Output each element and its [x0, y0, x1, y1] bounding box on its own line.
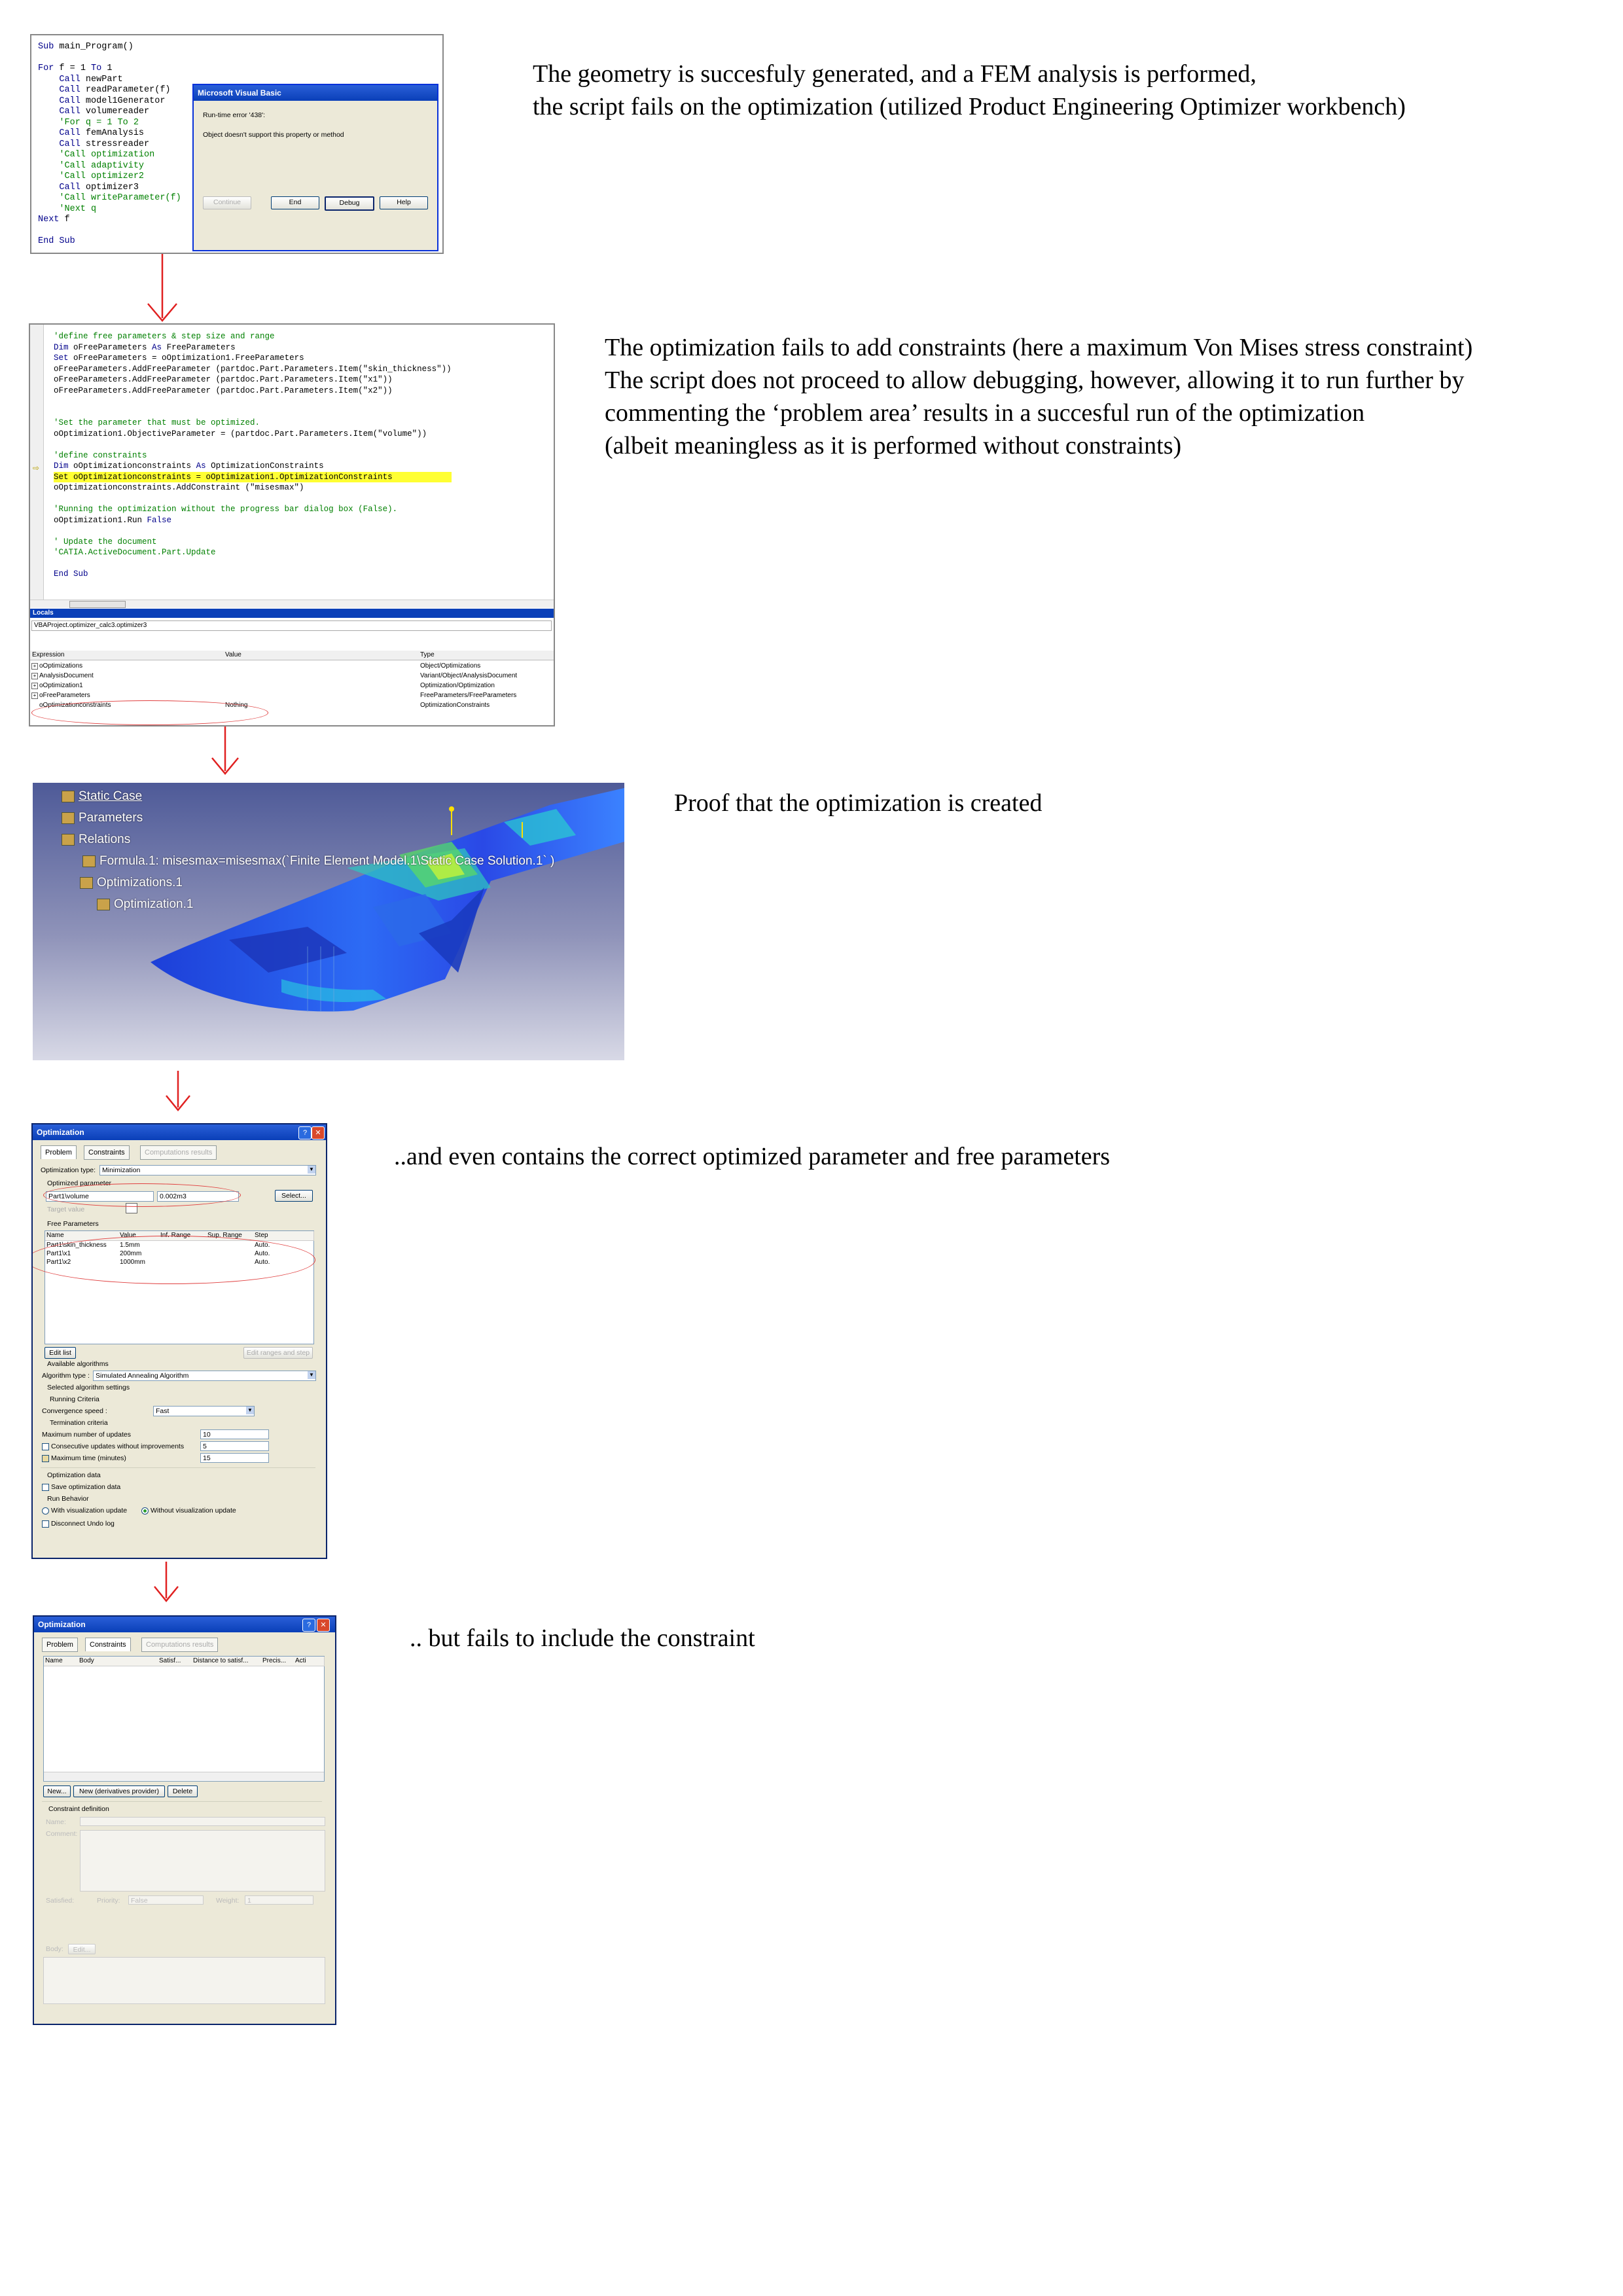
code-line: oFreeParameters.AddFreeParameter (partdoc.Part.Parameters.Item("x2")) [54, 386, 393, 395]
without-vis-option[interactable] [141, 1507, 236, 1515]
close-icon[interactable]: ✕ [317, 1619, 330, 1632]
weight-label: Weight: [216, 1897, 240, 1905]
code-line [54, 493, 452, 505]
code-line [38, 236, 181, 247]
constraint-def-label: Constraint definition [48, 1805, 109, 1813]
c-header-satisfied[interactable]: Satisf... [158, 1657, 192, 1666]
code-line [54, 407, 452, 418]
body-edit-button[interactable]: Edit... [68, 1944, 96, 1954]
c-header-name[interactable]: Name [44, 1657, 79, 1666]
optimized-param-label: Optimized parameter [47, 1179, 112, 1187]
help-button[interactable]: Help [380, 196, 428, 209]
table-cell: Auto. [255, 1250, 270, 1257]
screenshot-vba-main [30, 34, 444, 254]
locals-header-expression: Expression [32, 651, 65, 658]
code-keyword: Next [38, 215, 60, 224]
edit-ranges-button[interactable]: Edit ranges and step [243, 1347, 313, 1359]
locals-expression: oFreeParameters [39, 692, 90, 699]
optimized-param-field[interactable]: Part1\volume [46, 1191, 154, 1202]
caption-debug-note: The script does not proceed to allow debugging, however, allowing it to run further by [605, 367, 1465, 394]
tree-link-static-case: Static Case [79, 789, 143, 803]
code-line: Call newPart [59, 74, 123, 84]
error-message: Object doesn't support this property or method [203, 131, 344, 139]
locals-expression: AnalysisDocument [39, 672, 94, 679]
tree-node-icon [62, 791, 75, 802]
code-keyword: Call [59, 139, 80, 149]
disconnect-option[interactable] [42, 1520, 115, 1528]
caption-comment-note: commenting the ‘problem area’ results in a succesful run of the optimization [605, 399, 1365, 427]
select-button[interactable]: Select... [275, 1190, 313, 1202]
c-header-body[interactable]: Body [78, 1657, 158, 1666]
code-line: oFreeParameters.AddFreeParameter (partdoc.Part.Parameters.Item("x1")) [54, 375, 393, 384]
opt-type-select[interactable]: Minimization [99, 1165, 316, 1175]
locals-row[interactable] [30, 661, 554, 671]
code-main-program [38, 42, 181, 247]
locals-context: VBAProject.optimizer_calc3.optimizer3 [31, 620, 552, 631]
help-icon[interactable]: ? [302, 1619, 315, 1632]
code-line: oOptimizationconstraints.AddConstraint ("misesmax") [54, 483, 304, 492]
caption-fem-success: The geometry is succesfuly generated, and a FEM analysis is performed, [533, 60, 1257, 88]
table-cell: Part1\x2 [46, 1259, 71, 1266]
tree-node-label: Optimizations.1 [97, 876, 183, 889]
max-time-field[interactable]: 15 [200, 1453, 269, 1463]
table-cell: 200mm [120, 1250, 142, 1257]
max-time-checkbox[interactable] [42, 1455, 49, 1462]
fp-header-inf-range[interactable]: Inf. Range [159, 1231, 207, 1241]
code-keyword: For [38, 63, 54, 73]
table-cell: Auto. [255, 1259, 270, 1266]
chevron-down-icon[interactable]: ▼ [308, 1371, 315, 1379]
c-header-active[interactable]: Acti [294, 1657, 325, 1666]
dialog-title: Optimization [33, 1124, 326, 1140]
execution-pointer-icon: ⇨ [33, 463, 40, 473]
code-comment: 'For q = 1 To 2 [59, 117, 139, 128]
tree-node-icon [82, 855, 96, 867]
selected-algo-settings-label: Selected algorithm settings [47, 1384, 130, 1391]
end-button[interactable]: End [271, 196, 319, 209]
code-line: Call optimizer3 [59, 182, 139, 192]
algo-type-select[interactable]: Simulated Annealing Algorithm [93, 1371, 316, 1381]
chevron-down-icon[interactable]: ▼ [246, 1407, 254, 1414]
caption-optimization-fails: the script fails on the optimization (utilized Product Engineering Optimizer workbench) [533, 93, 1406, 120]
optimization-dialog-constraints [33, 1615, 336, 2025]
code-comment: 'CATIA.ActiveDocument.Part.Update [54, 548, 216, 557]
tree-node[interactable] [62, 833, 130, 847]
code-keyword: Call [59, 107, 80, 117]
priority-select[interactable]: False [128, 1895, 204, 1905]
continue-button[interactable]: Continue [203, 196, 251, 209]
tree-node[interactable] [82, 854, 554, 869]
expand-icon[interactable]: + [31, 683, 38, 689]
code-comment: ' Update the document [54, 537, 157, 547]
expand-icon[interactable]: + [31, 692, 38, 699]
code-comment: 'Call writeParameter(f) [59, 193, 181, 203]
code-comment: 'define free parameters & step size and range [54, 332, 275, 341]
close-icon[interactable]: ✕ [312, 1126, 325, 1139]
code-line: Next f [38, 215, 70, 224]
max-time-label: Maximum time (minutes) [51, 1454, 126, 1462]
code-line [54, 439, 452, 450]
locals-expression: oOptimizations [39, 662, 83, 670]
tree-node-icon [97, 899, 110, 910]
opt-type-label: Optimization type: [41, 1166, 96, 1174]
scrollbar-thumb[interactable] [69, 601, 126, 608]
code-keyword: Call [59, 128, 80, 138]
code-comment: 'define constraints [54, 450, 147, 460]
code-keyword: As [196, 461, 206, 471]
delete-button[interactable]: Delete [168, 1785, 198, 1797]
name-label: Name: [46, 1818, 66, 1826]
target-value-label: Target value [47, 1206, 85, 1213]
without-vis-label: Without visualization update [151, 1507, 236, 1515]
locals-expression: oOptimizationconstraints [39, 702, 111, 709]
caption-fails-constraint: .. but fails to include the constraint [410, 1624, 755, 1652]
constraints-scrollbar[interactable] [44, 1772, 324, 1780]
tree-node-label: Optimization.1 [114, 897, 194, 911]
caption-correct-params: ..and even contains the correct optimized parameter and free parameters [394, 1143, 1111, 1170]
code-line [38, 53, 181, 64]
down-arrow-1 [143, 253, 182, 325]
table-cell: 1000mm [120, 1259, 145, 1266]
code-line: oOptimization1.ObjectiveParameter = (partdoc.Part.Parameters.Item("volume")) [54, 429, 427, 439]
consec-updates-label: Consecutive updates without improvements [51, 1443, 185, 1450]
code-keyword: False [147, 515, 172, 525]
code-line [38, 226, 181, 237]
code-comment: 'Next q [59, 204, 97, 214]
max-updates-field[interactable]: 10 [200, 1429, 269, 1439]
locals-type: OptimizationConstraints [420, 702, 490, 709]
code-scrollbar[interactable] [30, 600, 554, 608]
tree-node-label: Formula.1: misesmax=misesmax(`Finite Element Model.1\Static Case Solution.1` ) [99, 854, 555, 868]
with-vis-radio[interactable] [42, 1507, 49, 1515]
consec-updates-option[interactable] [42, 1443, 184, 1450]
c-header-precision[interactable]: Precis... [261, 1657, 294, 1666]
locals-row[interactable] [30, 691, 554, 700]
name-field[interactable] [80, 1817, 325, 1826]
save-opt-option[interactable] [42, 1483, 120, 1491]
tree-node[interactable] [62, 789, 142, 804]
tree-node[interactable] [97, 897, 193, 912]
table-cell: Auto. [255, 1242, 270, 1249]
code-line [54, 558, 452, 569]
code-line [54, 526, 452, 537]
code-line [38, 204, 181, 215]
fp-header-step[interactable]: Step [253, 1231, 314, 1241]
code-optimizer3 [54, 331, 452, 580]
new-derivatives-button[interactable]: New (derivatives provider) [73, 1785, 165, 1797]
tree-node[interactable] [62, 811, 143, 825]
code-keyword: Call [59, 85, 80, 95]
locals-header-value: Value [225, 651, 241, 658]
algo-type-label: Algorithm type : [42, 1372, 90, 1380]
code-line: oOptimization1.Run False [54, 515, 172, 525]
running-criteria-label: Running Criteria [50, 1395, 99, 1403]
caption-proof: Proof that the optimization is created [674, 789, 1043, 817]
code-line: Call volumereader [59, 107, 150, 117]
code-line [54, 450, 452, 461]
screenshot-vba-optimizer3 [29, 323, 555, 726]
edit-list-button[interactable]: Edit list [45, 1347, 76, 1359]
code-line: Dim oFreeParameters As FreeParameters [54, 342, 236, 352]
code-line [54, 569, 452, 580]
locals-expression: oOptimization1 [39, 682, 83, 689]
priority-label: Priority: [97, 1897, 120, 1905]
locals-value: Nothing [225, 702, 248, 709]
code-keyword: Call [59, 182, 80, 192]
fp-header-value[interactable]: Value [118, 1231, 160, 1241]
code-keyword: Set [54, 353, 69, 363]
divider [42, 1801, 322, 1802]
without-vis-radio[interactable] [141, 1507, 149, 1515]
code-keyword: Call [59, 96, 80, 106]
constraints-table[interactable] [43, 1656, 325, 1782]
code-line [38, 150, 181, 161]
comment-label: Comment: [46, 1830, 78, 1838]
code-line [54, 537, 452, 548]
caption-constraint-fail: The optimization fails to add constraints (here a maximum Von Mises stress constraint) [605, 334, 1473, 361]
code-keyword: Call [59, 74, 80, 84]
highlight-ring-optimized [43, 1183, 241, 1207]
tree-node-icon [62, 812, 75, 824]
new-button[interactable]: New... [43, 1785, 71, 1797]
fp-header-name[interactable]: Name [45, 1231, 119, 1241]
table-cell: 1.5mm [120, 1242, 140, 1249]
caption-albeit-note: (albeit meaningless as it is performed without constraints) [605, 432, 1182, 459]
body-field[interactable] [43, 1957, 325, 2004]
fp-header-sup-range[interactable]: Sup. Range [206, 1231, 254, 1241]
code-comment: 'Call adaptivity [59, 160, 145, 171]
consec-updates-checkbox[interactable] [42, 1443, 49, 1450]
with-vis-option[interactable] [42, 1507, 127, 1515]
code-comment: 'Call optimization [59, 150, 155, 160]
tab-computations-results[interactable]: Computations results [141, 1638, 218, 1652]
tree-node-label: Parameters [79, 811, 143, 825]
code-line [38, 118, 181, 129]
optimization-dialog-problem [31, 1123, 327, 1559]
debug-button[interactable]: Debug [325, 196, 374, 211]
code-keyword: End Sub [38, 236, 75, 246]
code-line [54, 418, 452, 429]
error-dialog-title: Microsoft Visual Basic [194, 85, 437, 101]
tab-problem[interactable]: Problem [42, 1638, 78, 1652]
consec-updates-field[interactable]: 5 [200, 1441, 269, 1451]
code-line [38, 171, 181, 183]
code-keyword: Dim [54, 342, 69, 352]
locals-type: Variant/Object/AnalysisDocument [420, 672, 518, 679]
locals-header-type: Type [420, 651, 435, 658]
code-line: Call stressreader [59, 139, 150, 149]
code-keyword: As [152, 342, 162, 352]
locals-type: Optimization/Optimization [420, 682, 495, 689]
locals-row[interactable] [30, 671, 554, 681]
screenshot-catia-view [33, 783, 624, 1060]
down-arrow-3 [160, 1071, 196, 1111]
down-arrow-2 [205, 725, 245, 775]
code-comment: 'Set the parameter that must be optimized. [54, 418, 260, 427]
tab-problem[interactable]: Problem [41, 1145, 77, 1159]
satisfied-label: Satisfied: [46, 1897, 75, 1905]
tree-node-icon [80, 877, 93, 889]
tab-computations-results[interactable]: Computations results [140, 1145, 217, 1160]
error-code: Run-time error '438': [203, 111, 266, 119]
code-line: Call readParameter(f) [59, 85, 171, 95]
locals-type: Object/Optimizations [420, 662, 481, 670]
code-line: oFreeParameters.AddFreeParameter (partdoc.Part.Parameters.Item("skin_thickness")) [54, 364, 452, 374]
code-line: Call femAnalysis [59, 128, 145, 138]
code-line: Sub main_Program() [38, 42, 134, 52]
disconnect-label: Disconnect Undo log [51, 1520, 115, 1528]
code-keyword: Dim [54, 461, 69, 471]
code-comment: 'Running the optimization without the progress bar dialog box (False). [54, 505, 398, 514]
disconnect-checkbox[interactable] [42, 1520, 49, 1528]
comment-field[interactable] [80, 1830, 325, 1892]
termination-label: Termination criteria [50, 1419, 108, 1427]
expand-icon[interactable]: + [31, 673, 38, 679]
divider [41, 1467, 315, 1468]
available-algorithms-label: Available algorithms [47, 1360, 109, 1368]
body-label: Body: [46, 1945, 63, 1953]
free-params-label: Free Parameters [47, 1220, 99, 1228]
max-updates-label: Maximum number of updates [42, 1431, 131, 1439]
weight-field[interactable]: 1 [245, 1895, 313, 1905]
with-vis-label: With visualization update [51, 1507, 128, 1515]
locals-row[interactable] [30, 681, 554, 691]
save-opt-label: Save optimization data [51, 1483, 121, 1491]
code-line: For f = 1 To 1 [38, 63, 113, 73]
highlight-ring [31, 700, 268, 725]
conv-speed-select[interactable]: Fast [153, 1406, 255, 1416]
table-cell: Part1\x1 [46, 1250, 71, 1257]
chevron-down-icon[interactable]: ▼ [308, 1166, 315, 1174]
run-behavior-label: Run Behavior [47, 1495, 89, 1503]
code-line [38, 193, 181, 204]
code-line [54, 396, 452, 407]
code-keyword: Sub [38, 42, 54, 52]
opt-data-label: Optimization data [47, 1471, 101, 1479]
tree-node-icon [62, 834, 75, 846]
tree-node-label: Relations [79, 833, 131, 846]
code-line [54, 331, 452, 342]
code-line: Set oFreeParameters = oOptimization1.FreeParameters [54, 353, 304, 363]
help-icon[interactable]: ? [298, 1126, 312, 1139]
expand-icon[interactable]: + [31, 663, 38, 670]
code-line [38, 161, 181, 172]
conv-speed-label: Convergence speed : [42, 1407, 107, 1415]
max-time-option[interactable] [42, 1454, 126, 1462]
save-opt-checkbox[interactable] [42, 1484, 49, 1491]
dialog-title: Optimization [34, 1617, 335, 1632]
table-cell: Part1\skin_thickness [46, 1242, 107, 1249]
code-line [54, 547, 452, 558]
locals-header [30, 651, 554, 660]
c-header-distance[interactable]: Distance to satisf... [192, 1657, 262, 1666]
code-line [54, 504, 452, 515]
tab-constraints[interactable]: Constraints [85, 1638, 131, 1651]
code-comment: 'Call optimizer2 [59, 171, 145, 181]
tab-constraints[interactable]: Constraints [84, 1145, 130, 1160]
locals-title: Locals [30, 609, 555, 618]
code-line: Call model1Generator [59, 96, 166, 106]
highlight-ring-free-params [31, 1236, 315, 1284]
code-keyword: End Sub [54, 569, 88, 579]
down-arrow-4 [148, 1562, 185, 1602]
code-keyword: To [91, 63, 102, 73]
code-line: Set oOptimizationconstraints = oOptimization1.OptimizationConstraints [54, 472, 452, 483]
tree-node[interactable] [80, 876, 183, 890]
code-line: Dim oOptimizationconstraints As OptimizationConstraints [54, 461, 324, 471]
optimized-param-value[interactable]: 0.002m3 [157, 1191, 239, 1202]
error-dialog [192, 84, 438, 251]
locals-type: FreeParameters/FreeParameters [420, 692, 517, 699]
